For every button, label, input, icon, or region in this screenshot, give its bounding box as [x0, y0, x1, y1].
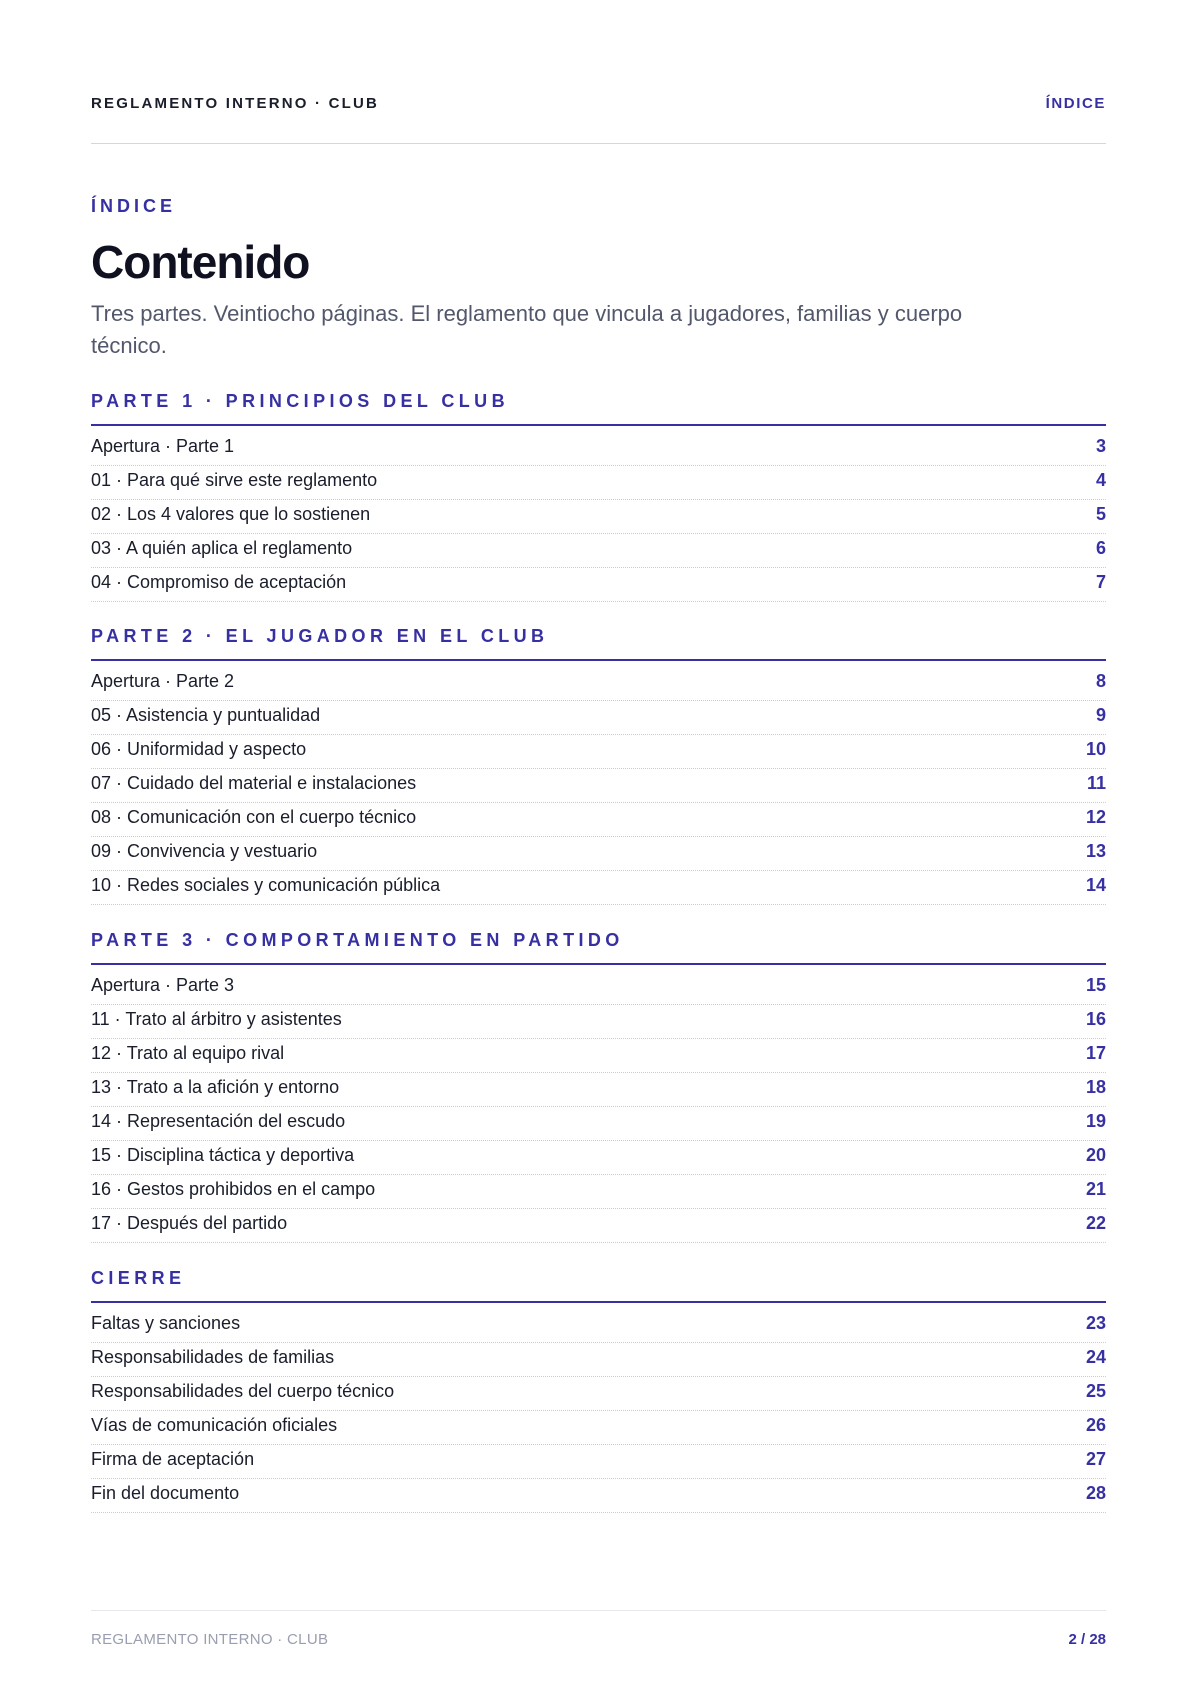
- toc-entry-label: 10 · Redes sociales y comunicación pública: [91, 875, 441, 895]
- section-heading: PARTE 2 · EL JUGADOR EN EL CLUB: [91, 626, 549, 646]
- toc-entry-page-number: 15: [1085, 975, 1106, 995]
- toc-entry-page-number: 17: [1085, 1043, 1106, 1063]
- section-heading: PARTE 1 · PRINCIPIOS DEL CLUB: [91, 391, 509, 411]
- section-divider: [91, 424, 1106, 426]
- toc-entry[interactable]: [91, 532, 1106, 568]
- toc-entry-page-number: 27: [1085, 1449, 1106, 1469]
- toc-entry-page-number: 4: [1095, 470, 1106, 490]
- toc-entry-label: Firma de aceptación: [91, 1449, 255, 1469]
- toc-entry-label: 15 · Disciplina táctica y deportiva: [91, 1145, 355, 1165]
- toc-entry-page-number: 26: [1085, 1415, 1106, 1435]
- toc-entry-label: 14 · Representación del escudo: [91, 1111, 346, 1131]
- toc-entry-page-number: 24: [1085, 1347, 1106, 1367]
- toc-entry[interactable]: [91, 1477, 1106, 1513]
- toc-entry[interactable]: [91, 1071, 1106, 1107]
- toc-entry-label: 17 · Después del partido: [91, 1213, 288, 1233]
- section-divider: [91, 1301, 1106, 1303]
- toc-entry[interactable]: [91, 665, 1106, 701]
- toc-entry-label: 11 · Trato al árbitro y asistentes: [91, 1009, 342, 1029]
- toc-entry[interactable]: [91, 430, 1106, 466]
- footer-divider: [91, 1610, 1106, 1611]
- toc-entry[interactable]: [91, 1341, 1106, 1377]
- toc-entry-label: 13 · Trato a la afición y entorno: [91, 1077, 340, 1097]
- toc-entry-page-number: 10: [1085, 739, 1106, 759]
- toc-entry-page-number: 13: [1085, 841, 1106, 861]
- toc-entry-page-number: 8: [1095, 671, 1106, 691]
- header-section-name: ÍNDICE: [1045, 95, 1106, 112]
- toc-entry-page-number: 18: [1085, 1077, 1106, 1097]
- toc-entry[interactable]: [91, 699, 1106, 735]
- toc-entry[interactable]: [91, 1409, 1106, 1445]
- toc-entry-page-number: 22: [1085, 1213, 1106, 1233]
- page-subtitle: Tres partes. Veintiocho páginas. El reglamento que vincula a jugadores, familias y cuerpo técnico.: [91, 301, 963, 358]
- toc-entry-page-number: 3: [1095, 436, 1106, 456]
- toc-entry-label: Apertura · Parte 2: [91, 671, 235, 691]
- footer-document-title: REGLAMENTO INTERNO · CLUB: [91, 1631, 329, 1648]
- toc-entry-label: Vías de comunicación oficiales: [91, 1415, 338, 1435]
- toc-entry-page-number: 21: [1085, 1179, 1106, 1199]
- toc-entry-label: 04 · Compromiso de aceptación: [91, 572, 347, 592]
- toc-entry-page-number: 19: [1085, 1111, 1106, 1131]
- toc-entry-label: Apertura · Parte 1: [91, 436, 235, 456]
- toc-entry-label: Responsabilidades del cuerpo técnico: [91, 1381, 395, 1401]
- toc-entry-page-number: 14: [1085, 875, 1106, 895]
- toc-entry[interactable]: [91, 464, 1106, 500]
- toc-entry[interactable]: [91, 1037, 1106, 1073]
- toc-entry[interactable]: [91, 1307, 1106, 1343]
- toc-entry[interactable]: [91, 1003, 1106, 1039]
- section-divider: [91, 659, 1106, 661]
- page-title: Contenido: [91, 236, 310, 288]
- running-header: [91, 95, 1106, 115]
- toc-entry[interactable]: [91, 1173, 1106, 1209]
- toc-entry[interactable]: [91, 969, 1106, 1005]
- toc-entry-page-number: 28: [1085, 1483, 1106, 1503]
- toc-entry[interactable]: [91, 767, 1106, 803]
- toc-entry-label: 01 · Para qué sirve este reglamento: [91, 470, 378, 490]
- toc-entry[interactable]: [91, 1443, 1106, 1479]
- toc-entry-label: 06 · Uniformidad y aspecto: [91, 739, 307, 759]
- toc-entry-label: 03 · A quién aplica el reglamento: [91, 538, 353, 558]
- toc-entry-page-number: 11: [1086, 773, 1106, 793]
- toc-entry[interactable]: [91, 733, 1106, 769]
- toc-entry-label: 07 · Cuidado del material e instalaciones: [91, 773, 417, 793]
- page-number: 2 / 28: [1068, 1631, 1106, 1648]
- toc-entry[interactable]: [91, 1207, 1106, 1243]
- toc-entry-page-number: 20: [1085, 1145, 1106, 1165]
- toc-entry-label: Fin del documento: [91, 1483, 240, 1503]
- toc-entry[interactable]: [91, 1375, 1106, 1411]
- toc-entry-label: 05 · Asistencia y puntualidad: [91, 705, 321, 725]
- header-document-title: REGLAMENTO INTERNO · CLUB: [91, 95, 380, 112]
- toc-entry-label: 16 · Gestos prohibidos en el campo: [91, 1179, 376, 1199]
- toc-entry-label: Apertura · Parte 3: [91, 975, 235, 995]
- toc-entry[interactable]: [91, 801, 1106, 837]
- toc-entry-page-number: 6: [1095, 538, 1106, 558]
- toc-entry[interactable]: [91, 566, 1106, 602]
- toc-entry-page-number: 23: [1085, 1313, 1106, 1333]
- toc-entry-label: 02 · Los 4 valores que lo sostienen: [91, 504, 371, 524]
- toc-entry-page-number: 12: [1085, 807, 1106, 827]
- header-divider: [91, 143, 1106, 144]
- section-heading: CIERRE: [91, 1268, 186, 1288]
- toc-entry-page-number: 7: [1095, 572, 1106, 592]
- toc-entry[interactable]: [91, 869, 1106, 905]
- toc-entry[interactable]: [91, 835, 1106, 871]
- toc-entry-page-number: 9: [1095, 705, 1106, 725]
- toc-entry[interactable]: [91, 498, 1106, 534]
- section-heading: PARTE 3 · COMPORTAMIENTO EN PARTIDO: [91, 930, 624, 950]
- toc-entry-label: 12 · Trato al equipo rival: [91, 1043, 285, 1063]
- toc-entry-label: 09 · Convivencia y vestuario: [91, 841, 318, 861]
- toc-entry-page-number: 25: [1085, 1381, 1106, 1401]
- toc-entry-page-number: 16: [1085, 1009, 1106, 1029]
- toc-entry-page-number: 5: [1095, 504, 1106, 524]
- document-page: [91, 0, 1106, 1685]
- toc-entry-label: 08 · Comunicación con el cuerpo técnico: [91, 807, 417, 827]
- toc-entry[interactable]: [91, 1139, 1106, 1175]
- toc-entry-label: Faltas y sanciones: [91, 1313, 241, 1333]
- eyebrow-label: ÍNDICE: [91, 196, 177, 216]
- section-divider: [91, 963, 1106, 965]
- toc-entry-label: Responsabilidades de familias: [91, 1347, 335, 1367]
- toc-entry[interactable]: [91, 1105, 1106, 1141]
